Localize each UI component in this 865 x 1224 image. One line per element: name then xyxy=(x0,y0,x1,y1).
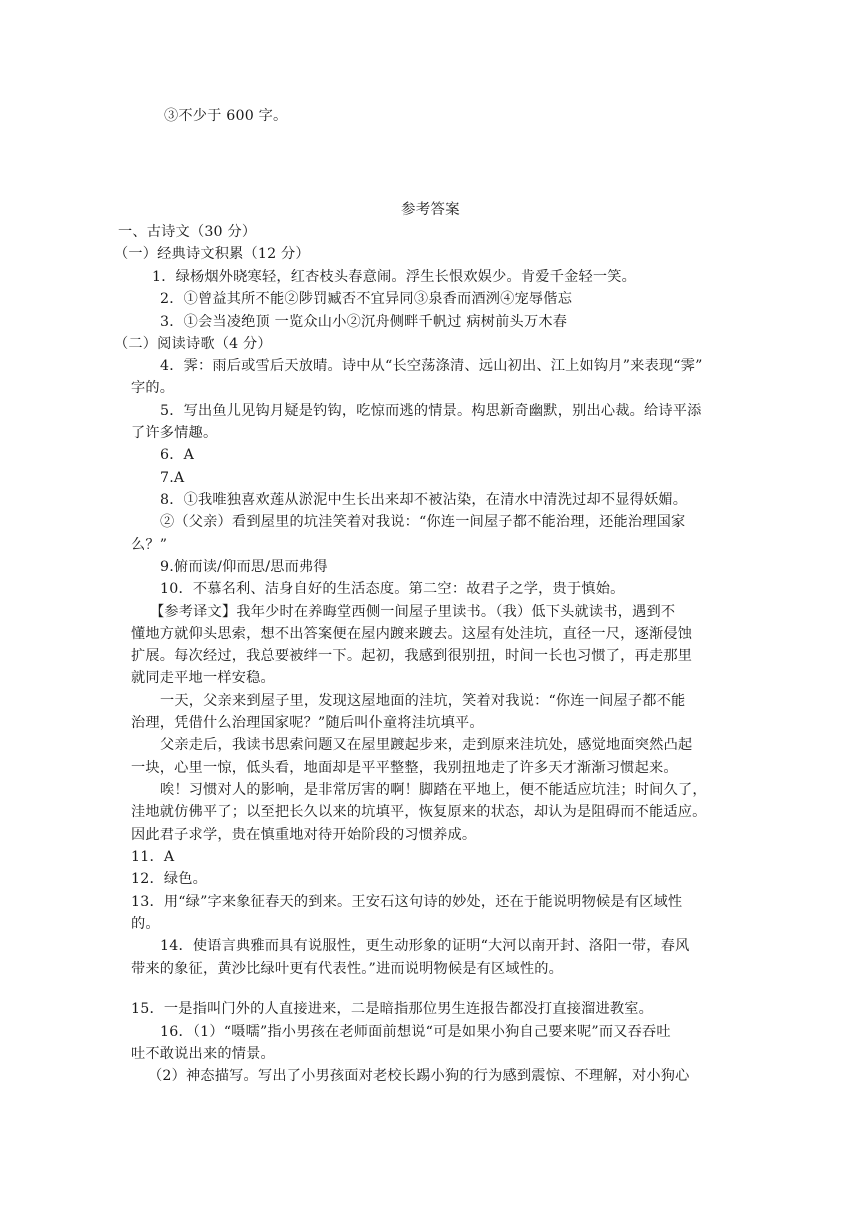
answer-line: 11．A xyxy=(131,849,175,865)
answer-line: 9.俯而读/仰而思/思而弗得 xyxy=(160,559,328,575)
answer-line: 了许多情趣。 xyxy=(131,425,218,441)
answer-line: 4．霁：雨后或雪后天放晴。诗中从“长空荡涤清、远山初出、江上如钩月”来表现“霁” xyxy=(160,358,703,374)
answer-line: 6．A xyxy=(160,447,195,463)
top-note: ③不少于 600 字。 xyxy=(164,108,288,124)
answer-line: 么？” xyxy=(131,537,168,553)
answer-line: 16．（1）“嗫嚅”指小男孩在老师面前想说“可是如果小狗自己要来呢”而又吞吞吐 xyxy=(160,1024,671,1040)
answer-line: 2．①曾益其所不能②陟罚臧否不宜异同③泉香而酒洌④宠辱偕忘 xyxy=(160,291,573,307)
answer-line: 字的。 xyxy=(131,380,175,396)
translation-line: 【参考译文】我年少时在养晦堂西侧一间屋子里读书。（我）低下头就读书，遇到不 xyxy=(150,604,676,620)
answer-line: 的。 xyxy=(131,916,160,932)
translation-line: 懂地方就仰头思索，想不出答案便在屋内踱来踱去。这屋有处洼坑，直径一尺，逐渐侵蚀 xyxy=(131,626,693,642)
answer-line: （2）神态描写。写出了小男孩面对老校长踢小狗的行为感到震惊、不理解，对小狗心 xyxy=(148,1068,690,1084)
answer-line: 3．①会当凌绝顶 一览众山小②沉舟侧畔千帆过 病树前头万木春 xyxy=(160,314,568,330)
answer-line: 12．绿色。 xyxy=(131,871,208,887)
translation-line: 唉！习惯对人的影响，是非常厉害的啊！脚踏在平地上，便不能适应坑洼；时间久了， xyxy=(160,782,707,798)
answer-line: 14．使语言典雅而具有说服性，更生动形象的证明“大河以南开封、洛阳一带，春风 xyxy=(160,938,690,954)
translation-line: 一天，父亲来到屋子里，发现这屋地面的洼坑，笑着对我说：“你连一间屋子都不能 xyxy=(160,693,686,709)
answer-line: 7.A xyxy=(160,470,185,486)
section-heading: 一、古诗文（30 分） xyxy=(118,224,257,240)
subsection-heading: （二）阅读诗歌（4 分） xyxy=(114,336,272,352)
translation-line: 父亲走后，我读书思索问题又在屋里踱起步来，走到原来洼坑处，感觉地面突然凸起 xyxy=(160,737,693,753)
answer-line: 5．写出鱼儿见钩月疑是钓钩，吃惊而逃的情景。构思新奇幽默，别出心裁。给诗平添 xyxy=(160,403,702,419)
translation-line: 治理，凭借什么治理国家呢？”随后叫仆童将洼坑填平。 xyxy=(131,715,484,731)
subsection-heading: （一）经典诗文积累（12 分） xyxy=(114,246,310,262)
answer-line: 1．绿杨烟外晓寒轻，红杏枝头春意闹。浮生长恨欢娱少。肯爱千金轻一笑。 xyxy=(152,269,637,285)
answer-line: ②（父亲）看到屋里的坑洼笑着对我说：“你连一间屋子都不能治理，还能治理国家 xyxy=(160,514,686,530)
translation-line: 扩展。每次经过，我总要被绊一下。起初，我感到很别扭，时间一长也习惯了，再走那里 xyxy=(131,648,693,664)
translation-line: 一块，心里一惊，低头看，地面却是平平整整，我别扭地走了许多天才渐渐习惯起来。 xyxy=(131,760,678,776)
answer-line: 带来的象征，黄沙比绿叶更有代表性。”进而说明物候是有区域性的。 xyxy=(131,961,563,977)
answer-line: 15．一是指叫门外的人直接进来，二是暗指那位男生连报告都没打直接溜进教室。 xyxy=(131,1001,654,1017)
answer-line: 10．不慕名利、洁身自好的生活态度。第二空：故君子之学，贵于慎始。 xyxy=(160,581,625,597)
answer-line: 8．①我唯独喜欢莲从淤泥中生长出来却不被沾染，在清水中清洗过却不显得妖媚。 xyxy=(160,492,688,508)
answer-line: 吐不敢说出来的情景。 xyxy=(131,1046,275,1062)
answer-line: 13．用“绿”字来象征春天的到来。王安石这句诗的妙处，还在于能说明物候是有区域性 xyxy=(131,894,683,910)
translation-line: 因此君子求学，贵在慎重地对待开始阶段的习惯养成。 xyxy=(131,827,477,843)
translation-line: 就同走平地一样安稳。 xyxy=(131,670,275,686)
answer-title: 参考答案 xyxy=(401,202,460,218)
translation-line: 洼地就仿佛平了；以至把长久以来的坑填平，恢复原来的状态，却认为是阻碍而不能适应。 xyxy=(131,804,707,820)
